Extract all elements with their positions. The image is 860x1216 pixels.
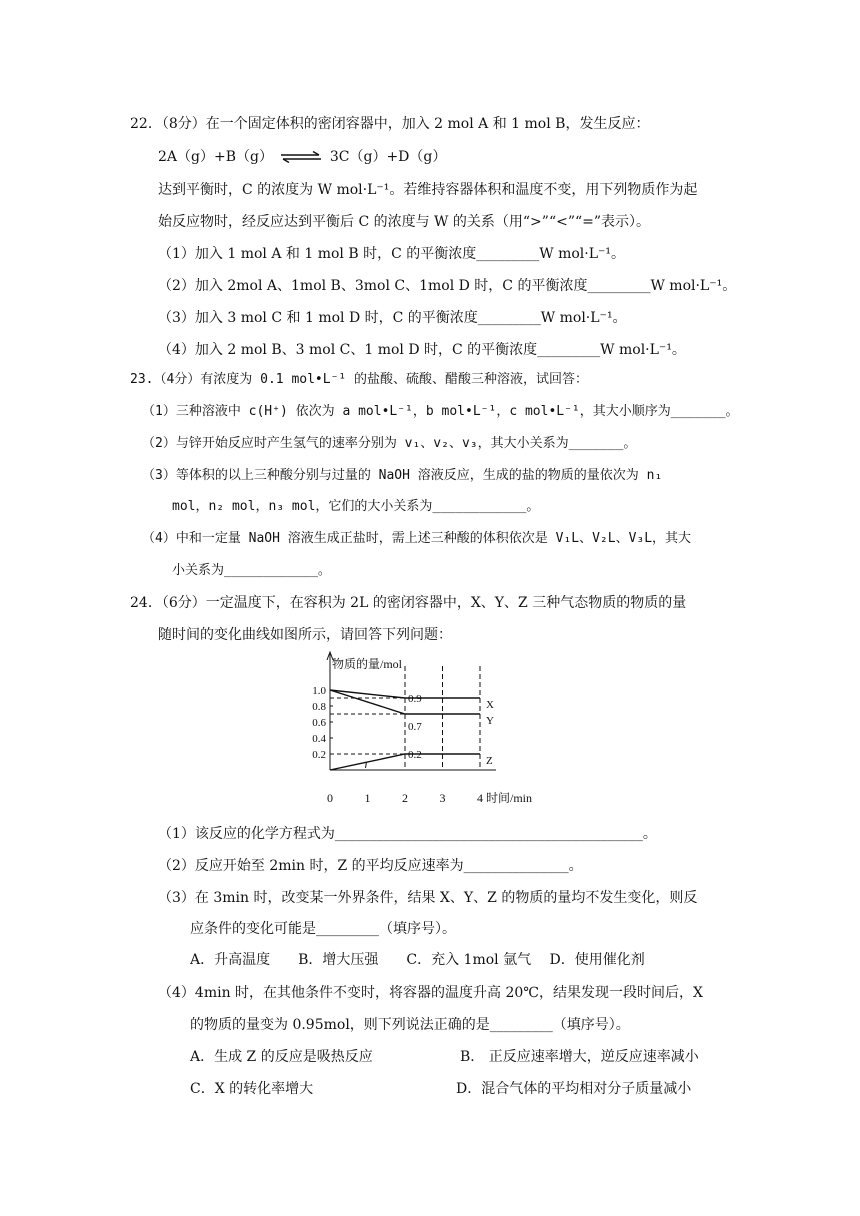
q24-option-c: C．X 的转化率增大 <box>190 1081 314 1097</box>
y-tick-label: 1.0 <box>312 685 326 697</box>
q22-header: 22．（8分）在一个固定体积的密闭容器中，加入 2 mol A 和 1 mol B，发生反应： <box>130 116 650 132</box>
q23-item-1: （1）三种溶液中 c(H⁺) 依次为 a mol•L⁻¹，b mol•L⁻¹，c mol•L⁻¹，其大小顺序为_______。 <box>142 404 739 419</box>
q22-item-3: （3）加入 3 mol C 和 1 mol D 时，C 的平衡浓度_________W mol·L⁻¹。 <box>158 310 627 326</box>
series-label-y: Y <box>486 715 494 727</box>
q24-option-a: A．生成 Z 的反应是吸热反应 <box>190 1049 373 1065</box>
x-tick-label: 3 <box>439 791 446 805</box>
q23-item-3: （3）等体积的以上三种酸分别与过量的 NaOH 溶液反应，生成的盐的物质的量依次为 n₁ <box>142 468 663 483</box>
x-tick-label: 2 <box>402 791 408 805</box>
q24-item-4: （4）4min 时，在其他条件不变时，将容器的温度升高 20℃，结果发现一段时间后，X <box>158 985 703 1001</box>
y-tick-label: 0.2 <box>312 749 326 761</box>
amount-vs-time-chart <box>290 648 570 810</box>
q23-header: 23.（4分）有浓度为 0.1 mol•L⁻¹ 的盐酸、硫酸、醋酸三种溶液，试回答： <box>130 372 589 387</box>
q23-item-4: （4）中和一定量 NaOH 溶液生成正盐时，需上述三种酸的体积依次是 V₁L、V₂L、V₃L，其大 <box>142 531 692 546</box>
q24-item-1: （1）该反应的化学方程式为____________________________________________。 <box>158 826 657 842</box>
q22-item-2: （2）加入 2mol A、1mol B、3mol C、1mol D 时，C 的平衡浓度_________W mol·L⁻¹。 <box>158 278 737 294</box>
q23-item-2: （2）与锌开始反应时产生氢气的速率分别为 v₁、v₂、v₃，其大小关系为_______。 <box>142 436 637 451</box>
series-label-x: X <box>486 699 494 711</box>
y-tick-label: 0.6 <box>312 717 326 729</box>
equilibrium-arrow-icon <box>279 151 323 163</box>
q22-intro-line2: 始反应物时，经反应达到平衡后 C 的浓度与 W 的关系（用“>”“<”“=”表示）。 <box>158 214 651 230</box>
q22-item-1: （1）加入 1 mol A 和 1 mol B 时，C 的平衡浓度_________W mol·L⁻¹。 <box>158 246 626 262</box>
value-annotation: 0.7 <box>408 721 422 733</box>
q24-option-d: D．混合气体的平均相对分子质量减小 <box>456 1081 692 1097</box>
x-tick-label: 1 <box>364 791 371 805</box>
q23-item-3-cont: mol，n₂ mol，n₃ mol，它们的大小关系为____________。 <box>172 499 540 514</box>
q23-item-4-cont: 小关系为____________。 <box>172 563 331 578</box>
x-tick-label: 4 <box>477 791 483 805</box>
value-annotation: 0.2 <box>408 749 422 761</box>
q24-option-b: B． 正反应速率增大，逆反应速率减小 <box>460 1049 699 1065</box>
q24-item-3-options: A．升高温度 B．增大压强 C．充入 1mol 氩气 D．使用催化剂 <box>190 952 645 968</box>
y-tick-label: 0.4 <box>312 733 326 745</box>
q24-item-3-cont: 应条件的变化可能是_________（填序号）。 <box>190 921 456 937</box>
q24-header-line2: 随时间的变化曲线如图所示，请回答下列问题： <box>158 627 452 643</box>
y-tick-label: 0.8 <box>312 701 326 713</box>
reaction-left: 2A（g）+B（g） <box>158 149 273 165</box>
q24-item-2: （2）反应开始至 2min 时，Z 的平均反应速率为_______________。 <box>158 858 583 874</box>
q24-item-4-cont: 的物质的量变为 0.95mol，则下列说法正确的是_________（填序号）。 <box>190 1017 630 1033</box>
q24-header-line1: 24．（6分）一定温度下，在容积为 2L 的密闭容器中，X、Y、Z 三种气态物质的物质的量 <box>130 595 687 611</box>
series-label-z: Z <box>486 755 493 767</box>
value-annotation: 0.9 <box>408 693 422 705</box>
q22-reaction <box>158 147 446 167</box>
x-tick-label: 0 <box>327 791 333 805</box>
y-axis-label: 物质的量/mol <box>332 657 403 671</box>
q22-intro-line1: 达到平衡时，C 的浓度为 W mol·L⁻¹。若维持容器体积和温度不变，用下列物质作为起 <box>158 182 698 198</box>
x-axis-label: 时间/min <box>486 791 533 805</box>
q22-item-4: （4）加入 2 mol B、3 mol C、1 mol D 时，C 的平衡浓度_________W mol·L⁻¹。 <box>158 342 686 358</box>
q24-item-3: （3）在 3min 时，改变某一外界条件，结果 X、Y、Z 的物质的量均不发生变化，则反 <box>158 890 698 906</box>
reaction-right: 3C（g）+D（g） <box>329 149 447 165</box>
